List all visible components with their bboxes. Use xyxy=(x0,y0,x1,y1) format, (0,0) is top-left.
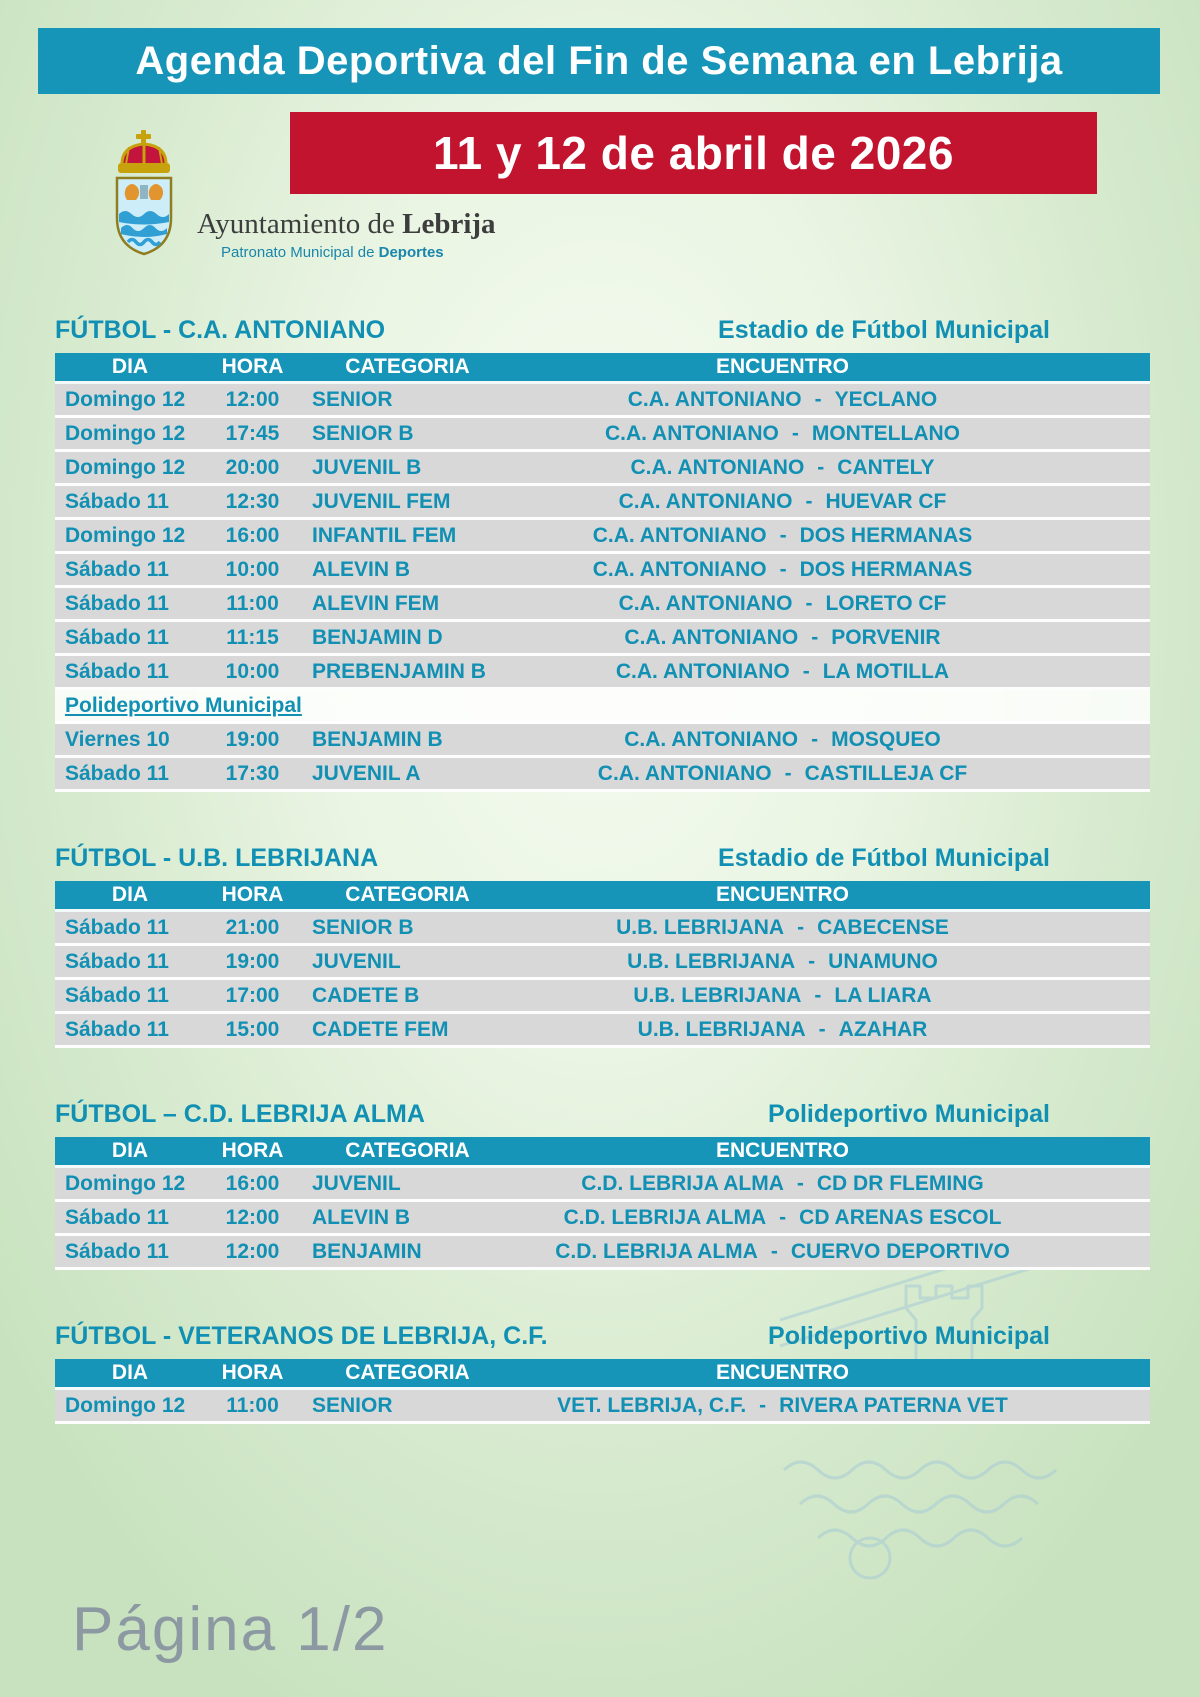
away-team: CD ARENAS ESCOL xyxy=(799,1205,1002,1229)
column-header-categoria: CATEGORIA xyxy=(345,1139,470,1162)
hora-cell: 16:00 xyxy=(225,1171,280,1195)
encuentro-cell xyxy=(515,490,1150,514)
home-team: C.D. LEBRIJA ALMA xyxy=(563,1205,767,1229)
ayuntamiento-logo xyxy=(103,130,496,270)
dia-cell: Sábado 11 xyxy=(65,1239,169,1263)
dia-cell: Sábado 11 xyxy=(65,591,169,615)
categoria-cell: JUVENIL xyxy=(312,949,401,973)
dia-cell: Domingo 12 xyxy=(65,1171,186,1195)
dia-cell: Sábado 11 xyxy=(65,1205,169,1229)
match-row xyxy=(55,1236,1150,1270)
org-subtitle-prefix: Patronato Municipal de xyxy=(221,244,375,261)
categoria-cell: CADETE B xyxy=(312,983,420,1007)
categoria-cell: PREBENJAMIN B xyxy=(312,659,486,683)
schedule-table xyxy=(55,1137,1150,1270)
away-team: LORETO CF xyxy=(825,591,947,615)
column-header-hora: HORA xyxy=(221,883,284,906)
dia-cell: Sábado 11 xyxy=(65,1017,169,1041)
vs-separator: - xyxy=(811,625,819,649)
home-team: C.A. ANTONIANO xyxy=(624,727,799,751)
match-row xyxy=(55,1168,1150,1202)
categoria-cell: ALEVIN B xyxy=(312,557,411,581)
hora-cell: 15:00 xyxy=(225,1017,280,1041)
dia-cell: Domingo 12 xyxy=(65,1393,186,1417)
match-row xyxy=(55,946,1150,980)
dia-cell: Sábado 11 xyxy=(65,659,169,683)
home-team: C.A. ANTONIANO xyxy=(630,455,805,479)
vs-separator: - xyxy=(805,591,813,615)
table-header-row xyxy=(55,881,1150,912)
org-name-prefix: Ayuntamiento de xyxy=(197,208,395,240)
match-section-1 xyxy=(55,316,1150,792)
vs-separator: - xyxy=(818,1017,826,1041)
categoria-cell: JUVENIL B xyxy=(312,455,422,479)
schedule-table xyxy=(55,353,1150,792)
home-team: C.A. ANTONIANO xyxy=(618,591,793,615)
categoria-cell: SENIOR xyxy=(312,387,393,411)
dia-cell: Domingo 12 xyxy=(65,523,186,547)
table-header-row xyxy=(55,1137,1150,1168)
hora-cell: 12:30 xyxy=(225,489,280,513)
sections-container xyxy=(55,316,1150,1476)
org-name xyxy=(197,208,496,241)
column-header-dia: DIA xyxy=(111,1139,149,1162)
encuentro-cell xyxy=(515,1018,1150,1042)
column-header-encuentro: ENCUENTRO xyxy=(715,1139,849,1162)
away-team: DOS HERMANAS xyxy=(799,557,973,581)
match-row xyxy=(55,554,1150,588)
home-team: C.A. ANTONIANO xyxy=(597,761,772,785)
hora-cell: 17:00 xyxy=(225,983,280,1007)
encuentro-cell xyxy=(515,762,1150,786)
encuentro-cell xyxy=(515,1206,1150,1230)
encuentro-cell xyxy=(515,916,1150,940)
vs-separator: - xyxy=(779,523,787,547)
vs-separator: - xyxy=(770,1239,778,1263)
venue-subheader-label: Polideportivo Municipal xyxy=(65,693,302,717)
hora-cell: 12:00 xyxy=(225,1205,280,1229)
org-subtitle-bold: Deportes xyxy=(378,244,444,261)
match-row xyxy=(55,1202,1150,1236)
match-row xyxy=(55,452,1150,486)
vs-separator: - xyxy=(796,1171,804,1195)
encuentro-cell xyxy=(515,950,1150,974)
match-section-4 xyxy=(55,1322,1150,1424)
away-team: CASTILLEJA CF xyxy=(804,761,968,785)
categoria-cell: JUVENIL xyxy=(312,1171,401,1195)
away-team: CUERVO DEPORTIVO xyxy=(790,1239,1010,1263)
hora-cell: 12:00 xyxy=(225,387,280,411)
hora-cell: 11:00 xyxy=(226,591,279,615)
encuentro-cell xyxy=(515,558,1150,582)
match-row xyxy=(55,980,1150,1014)
section-header xyxy=(55,1100,1150,1129)
vs-separator: - xyxy=(814,983,822,1007)
column-header-hora: HORA xyxy=(221,355,284,378)
vs-separator: - xyxy=(779,1205,787,1229)
categoria-cell: JUVENIL A xyxy=(312,761,421,785)
page-title: Agenda Deportiva del Fin de Semana en Lebrija xyxy=(135,38,1063,83)
encuentro-cell xyxy=(515,660,1150,684)
column-header-dia: DIA xyxy=(111,883,149,906)
section-title: FÚTBOL - U.B. LEBRIJANA xyxy=(55,844,379,872)
hora-cell: 10:00 xyxy=(225,557,280,581)
dia-cell: Sábado 11 xyxy=(65,983,169,1007)
away-team: AZAHAR xyxy=(838,1017,928,1041)
vs-separator: - xyxy=(791,421,799,445)
dia-cell: Sábado 11 xyxy=(65,557,169,581)
encuentro-cell xyxy=(515,524,1150,548)
column-header-categoria: CATEGORIA xyxy=(345,1361,470,1384)
column-header-categoria: CATEGORIA xyxy=(345,355,470,378)
match-row xyxy=(55,758,1150,792)
column-header-encuentro: ENCUENTRO xyxy=(715,1361,849,1384)
page-number: Página 1/2 xyxy=(72,1595,389,1664)
dia-cell: Domingo 12 xyxy=(65,421,186,445)
encuentro-cell xyxy=(515,1172,1150,1196)
vs-separator: - xyxy=(814,387,822,411)
vs-separator: - xyxy=(802,659,810,683)
hora-cell: 20:00 xyxy=(225,455,280,479)
hora-cell: 17:30 xyxy=(225,761,280,785)
column-header-categoria: CATEGORIA xyxy=(345,883,470,906)
categoria-cell: BENJAMIN xyxy=(312,1239,422,1263)
section-venue: Polideportivo Municipal xyxy=(768,1322,1050,1350)
vs-separator: - xyxy=(784,761,792,785)
categoria-cell: ALEVIN B xyxy=(312,1205,411,1229)
home-team: C.D. LEBRIJA ALMA xyxy=(581,1171,784,1195)
home-team: C.A. ANTONIANO xyxy=(615,659,790,683)
dia-cell: Sábado 11 xyxy=(65,915,169,939)
match-row xyxy=(55,384,1150,418)
away-team: HUEVAR CF xyxy=(825,489,947,513)
schedule-table xyxy=(55,1359,1150,1424)
hora-cell: 16:00 xyxy=(225,523,280,547)
match-row xyxy=(55,912,1150,946)
encuentro-cell xyxy=(515,592,1150,616)
encuentro-cell xyxy=(515,984,1150,1008)
home-team: VET. LEBRIJA, C.F. xyxy=(557,1393,747,1417)
column-header-dia: DIA xyxy=(111,355,149,378)
org-name-bold: Lebrija xyxy=(402,208,496,240)
section-title: FÚTBOL – C.D. LEBRIJA ALMA xyxy=(55,1100,425,1128)
dia-cell: Domingo 12 xyxy=(65,455,186,479)
categoria-cell: JUVENIL FEM xyxy=(312,489,451,513)
dia-cell: Domingo 12 xyxy=(65,387,186,411)
lebrija-crest-icon xyxy=(103,130,185,270)
hora-cell: 11:00 xyxy=(226,1393,279,1417)
org-subtitle xyxy=(221,244,496,261)
match-row xyxy=(55,520,1150,554)
vs-separator: - xyxy=(817,455,825,479)
vs-separator: - xyxy=(759,1393,767,1417)
match-row xyxy=(55,418,1150,452)
home-team: U.B. LEBRIJANA xyxy=(637,1017,806,1041)
home-team: C.A. ANTONIANO xyxy=(627,387,802,411)
section-title: FÚTBOL - C.A. ANTONIANO xyxy=(55,316,386,344)
home-team: U.B. LEBRIJANA xyxy=(633,983,802,1007)
away-team: UNAMUNO xyxy=(828,949,938,973)
encuentro-cell xyxy=(515,456,1150,480)
match-section-3 xyxy=(55,1100,1150,1270)
hora-cell: 11:15 xyxy=(226,625,279,649)
dia-cell: Sábado 11 xyxy=(65,489,169,513)
date-text: 11 y 12 de abril de 2026 xyxy=(433,127,954,179)
away-team: RIVERA PATERNA VET xyxy=(779,1393,1008,1417)
home-team: U.B. LEBRIJANA xyxy=(627,949,796,973)
home-team: C.A. ANTONIANO xyxy=(605,421,779,445)
venue-subheader-row xyxy=(55,690,1150,724)
home-team: C.A. ANTONIANO xyxy=(618,489,793,513)
away-team: CABECENSE xyxy=(817,915,949,939)
categoria-cell: BENJAMIN D xyxy=(312,625,443,649)
section-venue: Polideportivo Municipal xyxy=(768,1100,1050,1128)
categoria-cell: ALEVIN FEM xyxy=(312,591,440,615)
vs-separator: - xyxy=(808,949,816,973)
match-row xyxy=(55,724,1150,758)
categoria-cell: BENJAMIN B xyxy=(312,727,443,751)
table-header-row xyxy=(55,353,1150,384)
column-header-hora: HORA xyxy=(221,1361,284,1384)
away-team: CD DR FLEMING xyxy=(816,1171,984,1195)
encuentro-cell xyxy=(515,1240,1150,1264)
categoria-cell: SENIOR B xyxy=(312,421,414,445)
logo-text xyxy=(197,208,496,270)
hora-cell: 19:00 xyxy=(225,727,280,751)
dia-cell: Sábado 11 xyxy=(65,761,169,785)
away-team: MOSQUEO xyxy=(831,727,941,751)
encuentro-cell xyxy=(515,388,1150,412)
section-header xyxy=(55,316,1150,345)
categoria-cell: SENIOR B xyxy=(312,915,414,939)
encuentro-cell xyxy=(515,1394,1150,1418)
vs-separator: - xyxy=(779,557,787,581)
section-header xyxy=(55,1322,1150,1351)
column-header-dia: DIA xyxy=(111,1361,149,1384)
hora-cell: 10:00 xyxy=(225,659,280,683)
away-team: DOS HERMANAS xyxy=(799,523,973,547)
section-title: FÚTBOL - VETERANOS DE LEBRIJA, C.F. xyxy=(55,1322,548,1350)
hora-cell: 12:00 xyxy=(225,1239,280,1263)
page-title-banner xyxy=(38,28,1160,94)
match-row xyxy=(55,588,1150,622)
match-section-2 xyxy=(55,844,1150,1048)
away-team: LA LIARA xyxy=(834,983,932,1007)
section-header xyxy=(55,844,1150,873)
match-row xyxy=(55,1390,1150,1424)
categoria-cell: INFANTIL FEM xyxy=(312,523,457,547)
encuentro-cell xyxy=(515,728,1150,752)
column-header-encuentro: ENCUENTRO xyxy=(715,883,849,906)
table-header-row xyxy=(55,1359,1150,1390)
home-team: C.A. ANTONIANO xyxy=(592,523,767,547)
categoria-cell: CADETE FEM xyxy=(312,1017,449,1041)
match-row xyxy=(55,622,1150,656)
away-team: YECLANO xyxy=(834,387,938,411)
home-team: U.B. LEBRIJANA xyxy=(616,915,785,939)
encuentro-cell xyxy=(515,626,1150,650)
hora-cell: 17:45 xyxy=(225,421,280,445)
away-team: CANTELY xyxy=(837,455,935,479)
dia-cell: Viernes 10 xyxy=(65,727,170,751)
home-team: C.D. LEBRIJA ALMA xyxy=(555,1239,758,1263)
section-venue: Estadio de Fútbol Municipal xyxy=(718,844,1050,872)
categoria-cell: SENIOR xyxy=(312,1393,393,1417)
vs-separator: - xyxy=(797,915,805,939)
away-team: LA MOTILLA xyxy=(822,659,950,683)
vs-separator: - xyxy=(811,727,819,751)
away-team: MONTELLANO xyxy=(811,421,960,445)
encuentro-cell xyxy=(515,422,1150,446)
home-team: C.A. ANTONIANO xyxy=(624,625,799,649)
section-venue: Estadio de Fútbol Municipal xyxy=(718,316,1050,344)
vs-separator: - xyxy=(805,489,813,513)
match-row xyxy=(55,1014,1150,1048)
schedule-table xyxy=(55,881,1150,1048)
away-team: PORVENIR xyxy=(831,625,941,649)
column-header-encuentro: ENCUENTRO xyxy=(715,355,849,378)
column-header-hora: HORA xyxy=(221,1139,284,1162)
dia-cell: Sábado 11 xyxy=(65,625,169,649)
match-row xyxy=(55,656,1150,690)
match-row xyxy=(55,486,1150,520)
home-team: C.A. ANTONIANO xyxy=(592,557,767,581)
dia-cell: Sábado 11 xyxy=(65,949,169,973)
hora-cell: 21:00 xyxy=(225,915,280,939)
hora-cell: 19:00 xyxy=(225,949,280,973)
